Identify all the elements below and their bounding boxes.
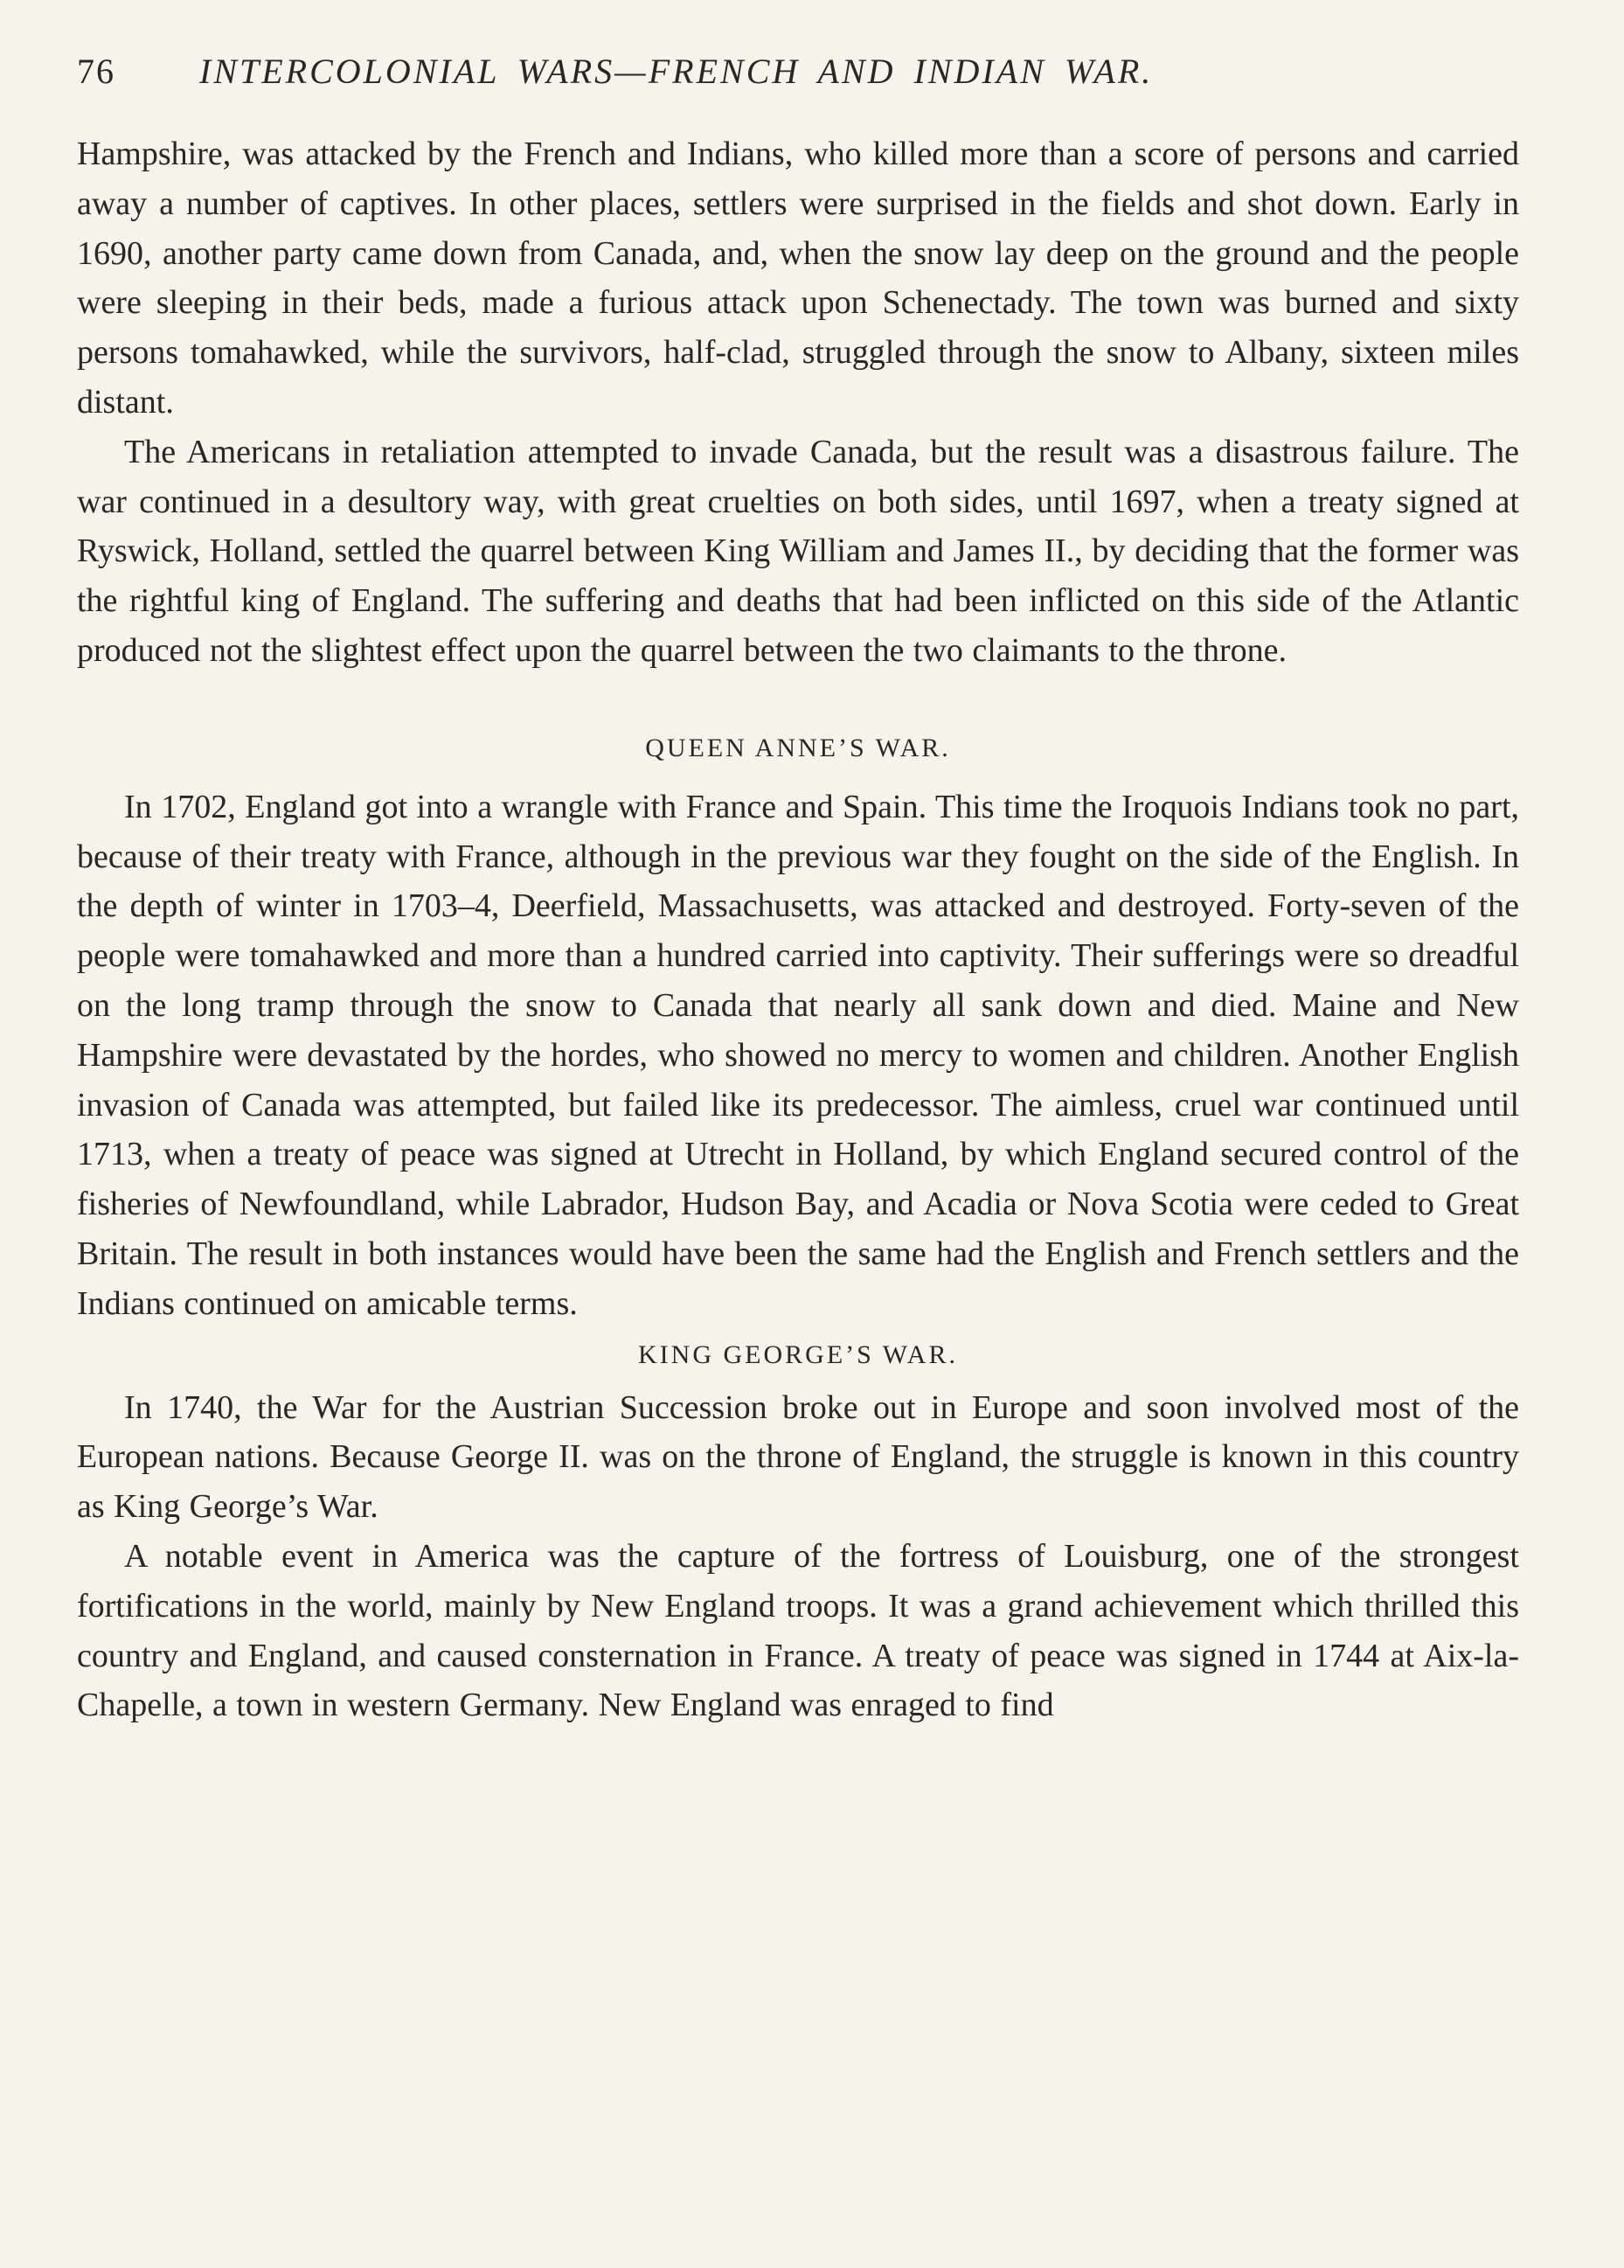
page-number: 76 xyxy=(77,52,115,91)
section-heading-queen-annes-war: QUEEN ANNE’S WAR. xyxy=(645,733,951,762)
body-text xyxy=(77,129,1519,1730)
section-heading-king-georges-war: KING GEORGE’S WAR. xyxy=(638,1339,958,1369)
paragraph-queen-annes-war: In 1702, England got into a wrangle with France and Spain. This time the Iroquois Indians took no part, because of their treaty with France, although in the previous war they fought on the side of the English. In the depth of winter in 1703–4, Deerfield, Massachusetts, was attacked and destroyed. Forty-seven of the people were tomahawked and more than a hundred carried into captivity. Their sufferings were so dreadful on the long tramp through the snow to Canada that nearly all sank down and died. Maine and New Hampshire were devastated by the hordes, who showed no mercy to women and children. Another English invasion of Canada was attempted, but failed like its predecessor. The aimless, cruel war continued until 1713, when a treaty of peace was signed at Utrecht in Holland, by which England secured control of the fisheries of Newfoundland, while Labrador, Hudson Bay, and Acadia or Nova Scotia were ceded to Great Britain. The result in both instances would have been the same had the English and French settlers and the Indians continued on amicable terms. xyxy=(77,788,1519,1322)
running-title: INTERCOLONIAL WARS—FRENCH AND INDIAN WAR. xyxy=(199,52,1154,91)
book-page xyxy=(77,51,1519,1730)
paragraph-schenectady: Hampshire, was attacked by the French and Indians, who killed more than a score of persons and carried away a number of captives. In other places, settlers were surprised in the fields and shot down. Early in 1690, another party came down from Canada, and, when the snow lay deep on the ground and the people were sleeping in their beds, made a furious attack upon Schenectady. The town was burned and sixty persons tomahawked, while the survivors, half-clad, struggled through the snow to Albany, sixteen miles distant. xyxy=(77,136,1519,421)
running-head xyxy=(77,51,1519,103)
paragraph-ryswick: The Americans in retaliation attempted to invade Canada, but the result was a disastrous failure. The war continued in a desultory way, with great cruelties on both sides, until 1697, when a treaty signed at Ryswick, Holland, settled the quarrel between King William and James II., by deciding that the former was the rightful king of England. The suffering and deaths that had been inflicted on this side of the Atlantic produced not the slightest effect upon the quarrel between the two claimants to the throne. xyxy=(77,433,1519,669)
paragraph-louisburg: A notable event in America was the capture of the fortress of Louisburg, one of the strongest fortifications in the world, mainly by New England troops. It was a grand achievement which thrilled this country and England, and caused consternation in France. A treaty of peace was signed in 1744 at Aix-la-Chapelle, a town in western Germany. New England was enraged to find xyxy=(77,1537,1519,1724)
paragraph-austrian-succession: In 1740, the War for the Austrian Succession broke out in Europe and soon involved most of the European nations. Because George II. was on the throne of England, the struggle is known in this country as King George’s War. xyxy=(77,1388,1519,1526)
